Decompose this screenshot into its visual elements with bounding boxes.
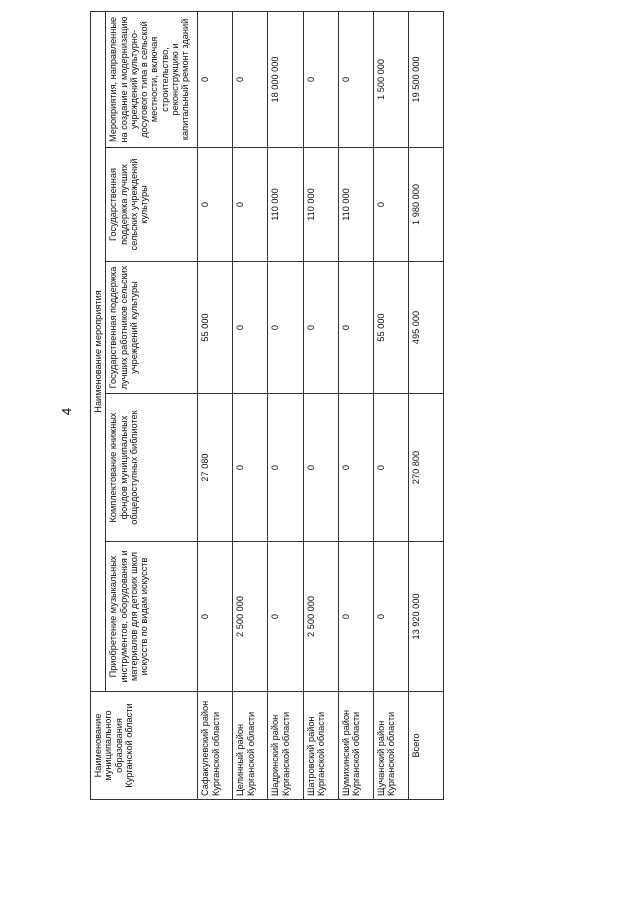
cell-value: 0 xyxy=(303,394,338,542)
table-row xyxy=(233,11,268,799)
cell-value: 110 000 xyxy=(303,148,338,262)
table-row xyxy=(303,11,338,799)
group-header-activity: Наименование мероприятия xyxy=(91,11,106,691)
cell-value: 0 xyxy=(373,394,408,542)
header-row-group xyxy=(91,11,106,799)
cell-value: 0 xyxy=(338,11,373,147)
cell-value: 0 xyxy=(338,542,373,692)
cell-value: 27 080 xyxy=(198,394,233,542)
cell-value: 0 xyxy=(233,11,268,147)
table-row xyxy=(198,11,233,799)
col-header-book-funds: Комплектование книжных фондов муниципальных общедоступных библиотек xyxy=(106,394,198,542)
row-name: Целинный район Курганской области xyxy=(233,692,268,800)
row-name: Сафакулевский район Курганской области xyxy=(198,692,233,800)
col-header-best-institutions: Государственная поддержка лучших сельских учреждений культуры xyxy=(106,148,198,262)
cell-value: 0 xyxy=(268,394,303,542)
cell-total: 13 920 000 xyxy=(408,542,443,692)
allocation-table xyxy=(90,11,444,800)
cell-value: 0 xyxy=(373,148,408,262)
cell-value: 0 xyxy=(338,262,373,394)
rotated-table-container xyxy=(90,12,444,800)
table-row xyxy=(338,11,373,799)
cell-value: 0 xyxy=(233,394,268,542)
cell-value: 110 000 xyxy=(338,148,373,262)
row-name: Шадринский район Курганской области xyxy=(268,692,303,800)
cell-value: 0 xyxy=(198,542,233,692)
cell-total: 270 800 xyxy=(408,394,443,542)
cell-value: 55 000 xyxy=(198,262,233,394)
cell-value: 110 000 xyxy=(268,148,303,262)
cell-total: 19 500 000 xyxy=(408,11,443,147)
row-name: Шатровский район Курганской области xyxy=(303,692,338,800)
cell-total: 1 980 000 xyxy=(408,148,443,262)
cell-value: 0 xyxy=(233,148,268,262)
table-row-total xyxy=(408,11,443,799)
cell-value: 0 xyxy=(198,148,233,262)
header-row-subcolumns xyxy=(106,11,198,799)
col-header-instruments: Приобретение музыкальных инструментов, оборудования и материалов для детских школ искусств по видам искусств xyxy=(106,542,198,692)
table-row xyxy=(268,11,303,799)
cell-value: 0 xyxy=(198,11,233,147)
cell-value: 2 500 000 xyxy=(233,542,268,692)
cell-value: 0 xyxy=(268,262,303,394)
cell-total: 495 000 xyxy=(408,262,443,394)
cell-value: 2 500 000 xyxy=(303,542,338,692)
cell-value: 0 xyxy=(268,542,303,692)
cell-value: 0 xyxy=(233,262,268,394)
cell-value: 0 xyxy=(373,542,408,692)
cell-value: 55 000 xyxy=(373,262,408,394)
cell-value: 0 xyxy=(303,11,338,147)
cell-value: 18 000 000 xyxy=(268,11,303,147)
cell-value: 0 xyxy=(338,394,373,542)
cell-value: 0 xyxy=(303,262,338,394)
col-header-municipality: Наименование муниципального образования Курганской области xyxy=(91,692,198,800)
page-number: 4 xyxy=(59,407,75,416)
table-row xyxy=(373,11,408,799)
col-header-modernization: Мероприятия, направленные на создание и модернизацию учреждений культурно-досугового типа в сельской местности, включая строительство, реконструкцию и капитальный ремонт зданий xyxy=(106,11,198,147)
row-name: Шумихинский район Курганской области xyxy=(338,692,373,800)
col-header-best-workers: Государственная поддержка лучших работников сельских учреждений культуры xyxy=(106,262,198,394)
row-name-total: Всего xyxy=(408,692,443,800)
cell-value: 1 500 000 xyxy=(373,11,408,147)
row-name: Щучанский район Курганской области xyxy=(373,692,408,800)
